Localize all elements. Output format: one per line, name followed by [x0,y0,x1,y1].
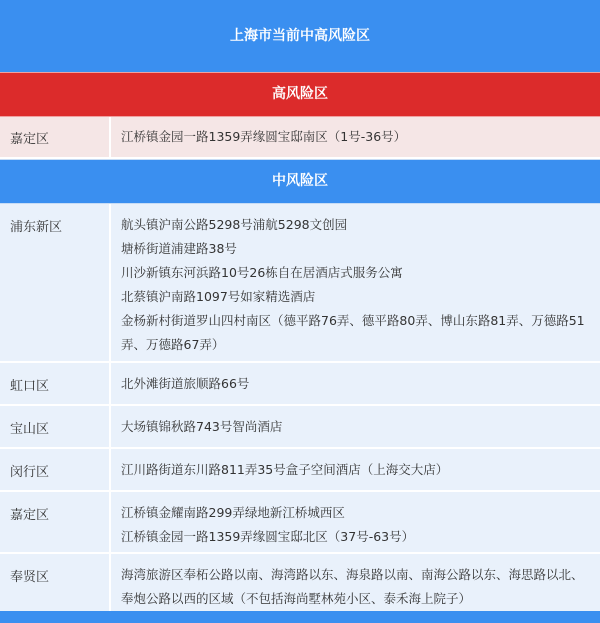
place-item: 海湾旅游区奉柘公路以南、海湾路以东、海泉路以南、南海公路以东、海思路以北、奉炮公路以西的区域（不包括海尚墅林苑小区、泰禾海上院子） [121,567,584,606]
places-cell [111,117,600,157]
district-cell: 宝山区 [0,406,111,447]
district-cell: 奉贤区 [0,554,111,623]
place-item: 江桥镇金园一路1359弄缘圆宝邸南区（1号-36号） [121,129,407,144]
places-cell [111,204,600,361]
high-risk-header: 高风险区 [0,72,600,117]
place-item: 金杨新村街道罗山四村南区（德平路76弄、德平路80弄、博山东路81弄、万德路51弄、万德路67弄） [121,313,585,352]
table-row [0,449,600,492]
page-title: 上海市当前中高风险区 [0,0,600,72]
mid-risk-header: 中风险区 [0,159,600,204]
district-cell: 闵行区 [0,449,111,490]
place-item: 江桥镇金耀南路299弄绿地新江桥城西区 [121,505,345,520]
table-row [0,204,600,363]
places-cell [111,492,600,552]
place-item: 江川路街道东川路811弄35号盒子空间酒店（上海交大店） [121,462,449,477]
places-cell [111,449,600,490]
place-item: 北外滩街道旅顺路66号 [121,376,250,391]
footer-bar [0,611,600,623]
place-item: 航头镇沪南公路5298号浦航5298文创园 [121,217,348,232]
district-cell: 浦东新区 [0,204,111,361]
table-row [0,492,600,554]
table-row [0,406,600,449]
places-cell [111,363,600,404]
place-item: 江桥镇金园一路1359弄缘圆宝邸北区（37号-63号） [121,529,415,544]
place-item: 大场镇锦秋路743号智尚酒店 [121,419,283,434]
district-cell: 虹口区 [0,363,111,404]
table-row [0,117,600,159]
places-cell [111,406,600,447]
table-row [0,363,600,406]
district-cell: 嘉定区 [0,492,111,552]
district-cell: 嘉定区 [0,117,111,157]
place-item: 塘桥街道浦建路38号 [121,241,237,256]
place-item: 川沙新镇东河浜路10号26栋自在居酒店式服务公寓 [121,265,403,280]
place-item: 北蔡镇沪南路1097号如家精选酒店 [121,289,316,304]
